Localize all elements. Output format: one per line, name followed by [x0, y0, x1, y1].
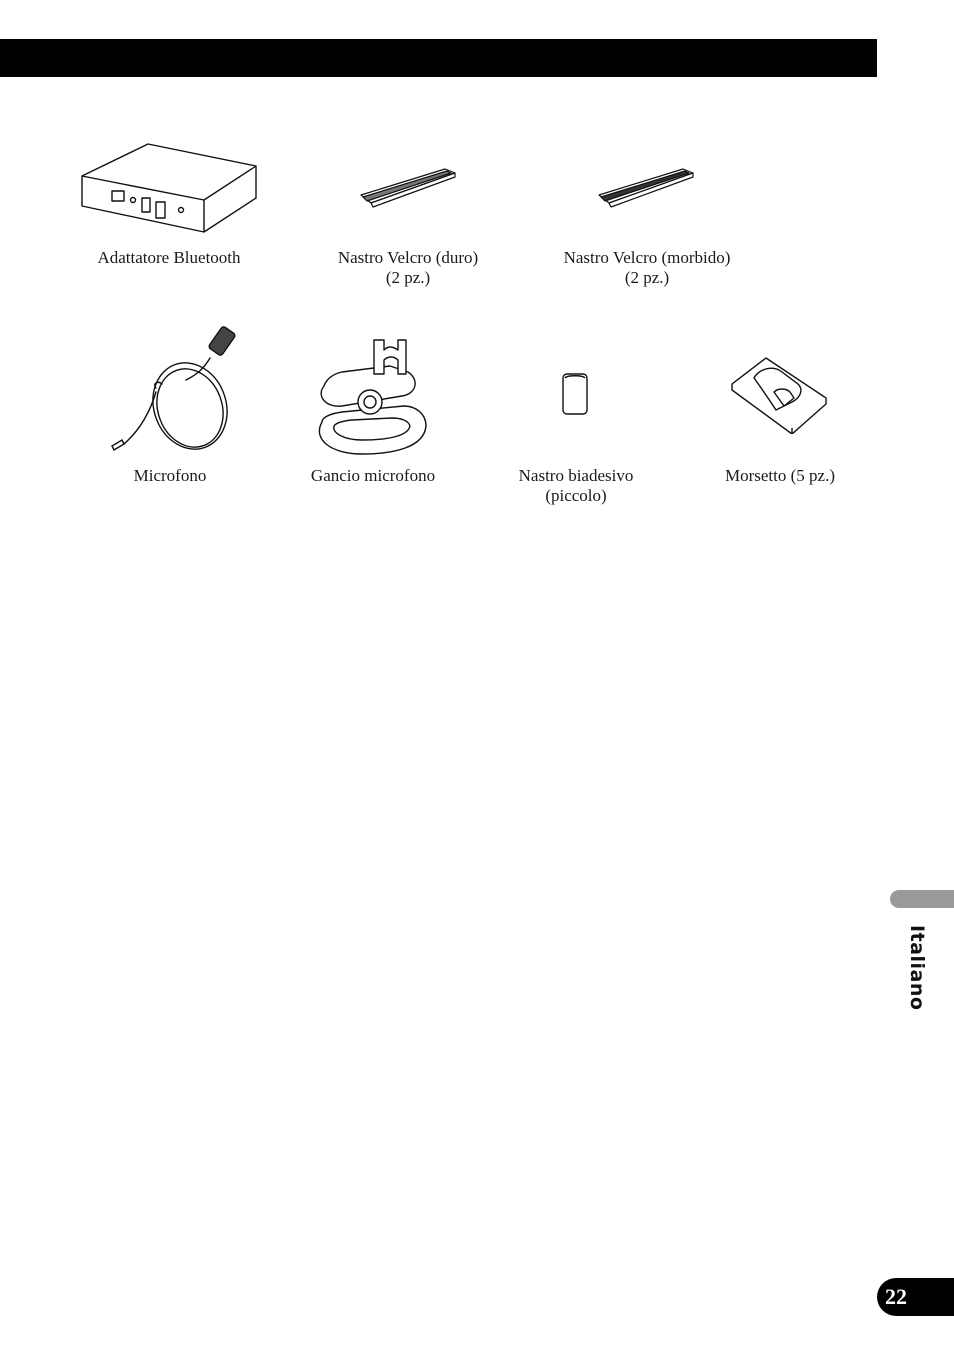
- caption-velcro-soft: Nastro Velcro (morbido) (2 pz.): [563, 248, 731, 287]
- double-sided-tape-illustration: [558, 370, 592, 418]
- bluetooth-adapter-illustration: [78, 140, 260, 236]
- caption-microphone-clip: Gancio microfono: [310, 466, 436, 485]
- caption-double-sided-tape: Nastro biadesivo (piccolo): [518, 466, 634, 505]
- microphone-clip-illustration: [312, 330, 432, 460]
- page-number: 22: [877, 1278, 954, 1316]
- microphone-illustration: [106, 322, 236, 458]
- caption-microphone: Microfono: [133, 466, 207, 485]
- caption-clamp: Morsetto (5 pz.): [724, 466, 835, 485]
- velcro-hard-illustration: [355, 163, 461, 215]
- velcro-soft-illustration: [595, 163, 699, 215]
- clamp-illustration: [728, 354, 832, 434]
- header-bar: [0, 39, 877, 77]
- caption-velcro-hard: Nastro Velcro (duro) (2 pz.): [337, 248, 479, 287]
- language-label: Italiano: [906, 925, 928, 1011]
- caption-bluetooth-adapter: Adattatore Bluetooth: [97, 248, 241, 267]
- language-tab: [890, 890, 954, 908]
